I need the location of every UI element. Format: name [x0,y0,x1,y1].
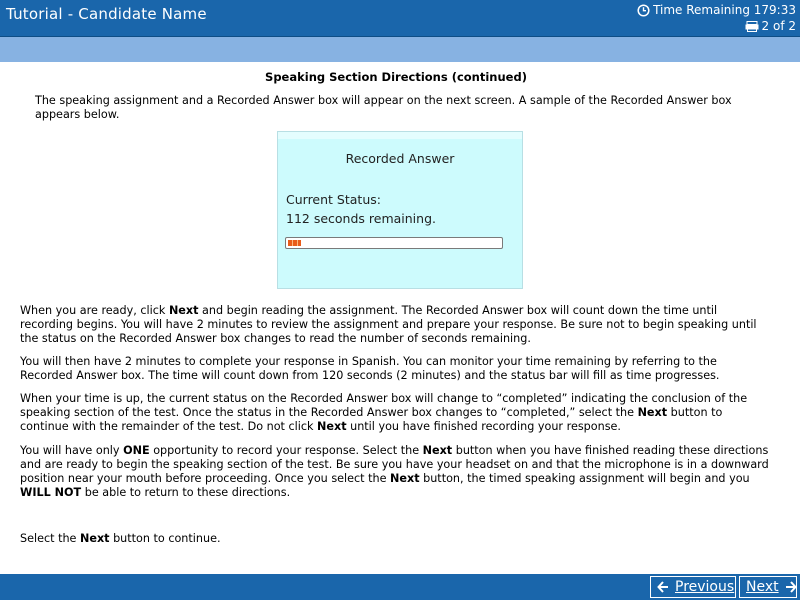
paragraph-response-time: You will then have 2 minutes to complete your response in Spanish. You can monitor your time remaining by referring to the Recorded Answer box. The time will count down from 120 seconds (2 minutes) and the status bar will fill as time progresses. [20,355,720,382]
previous-button[interactable] [650,576,736,598]
next-button[interactable] [739,576,797,598]
recorded-answer-sample [277,131,523,289]
previous-label: Previous [675,579,735,595]
page-heading: Speaking Section Directions (continued) [265,70,527,84]
pages-icon [745,21,759,32]
arrow-right-icon [785,581,797,593]
recording-progress-bar [285,237,503,249]
current-status-label: Current Status: [286,192,381,207]
directions-content [0,62,800,574]
sample-top-strip [278,132,522,139]
recording-progress-fill [288,240,301,246]
app-title: Tutorial - Candidate Name [6,5,207,23]
next-label: Next [746,579,779,595]
paragraph-one-opportunity: You will have only ONE opportunity to record your response. Select the Next button when you have finished reading these directions and are ready to begin the speaking section of the test. Be sure you have your headset on and that the microphone is in a downward position near your mouth before proceeding. Once you select the Next button, the timed speaking assignment will begin and you WILL NOT be able to return to these directions. [20,444,769,499]
toolbar-strip [0,37,800,62]
title-bar [0,0,800,37]
paragraph-time-up: When your time is up, the current status on the Recorded Answer box will change to “completed” indicating the conclusion of the speaking section of the test. Once the status in the Recorded Answer box changes to “completed,” select the Next button to continue with the remainder of the test. Do not click Next until you have finished recording your response. [20,392,748,433]
arrow-left-icon [657,581,669,593]
seconds-remaining: 112 seconds remaining. [286,211,436,226]
timer-area [637,2,796,34]
bottom-nav-bar [0,574,800,600]
recorded-answer-title: Recorded Answer [345,151,455,166]
paragraph-ready: When you are ready, click Next and begin reading the assignment. The Recorded Answer box will count down the time until recording begins. You will have 2 minutes to review the assignment and prepare your response. Be sure not to begin speaking until the status on the Recorded Answer box changes to read the number of seconds remaining. [20,304,757,345]
time-remaining: Time Remaining 179:33 [653,3,796,17]
paragraph-continue: Select the Next button to continue. [20,532,221,545]
intro-paragraph: The speaking assignment and a Recorded Answer box will appear on the next screen. A sample of the Recorded Answer box appears below. [35,94,732,121]
page-count: 2 of 2 [761,19,796,33]
clock-icon [637,4,650,17]
